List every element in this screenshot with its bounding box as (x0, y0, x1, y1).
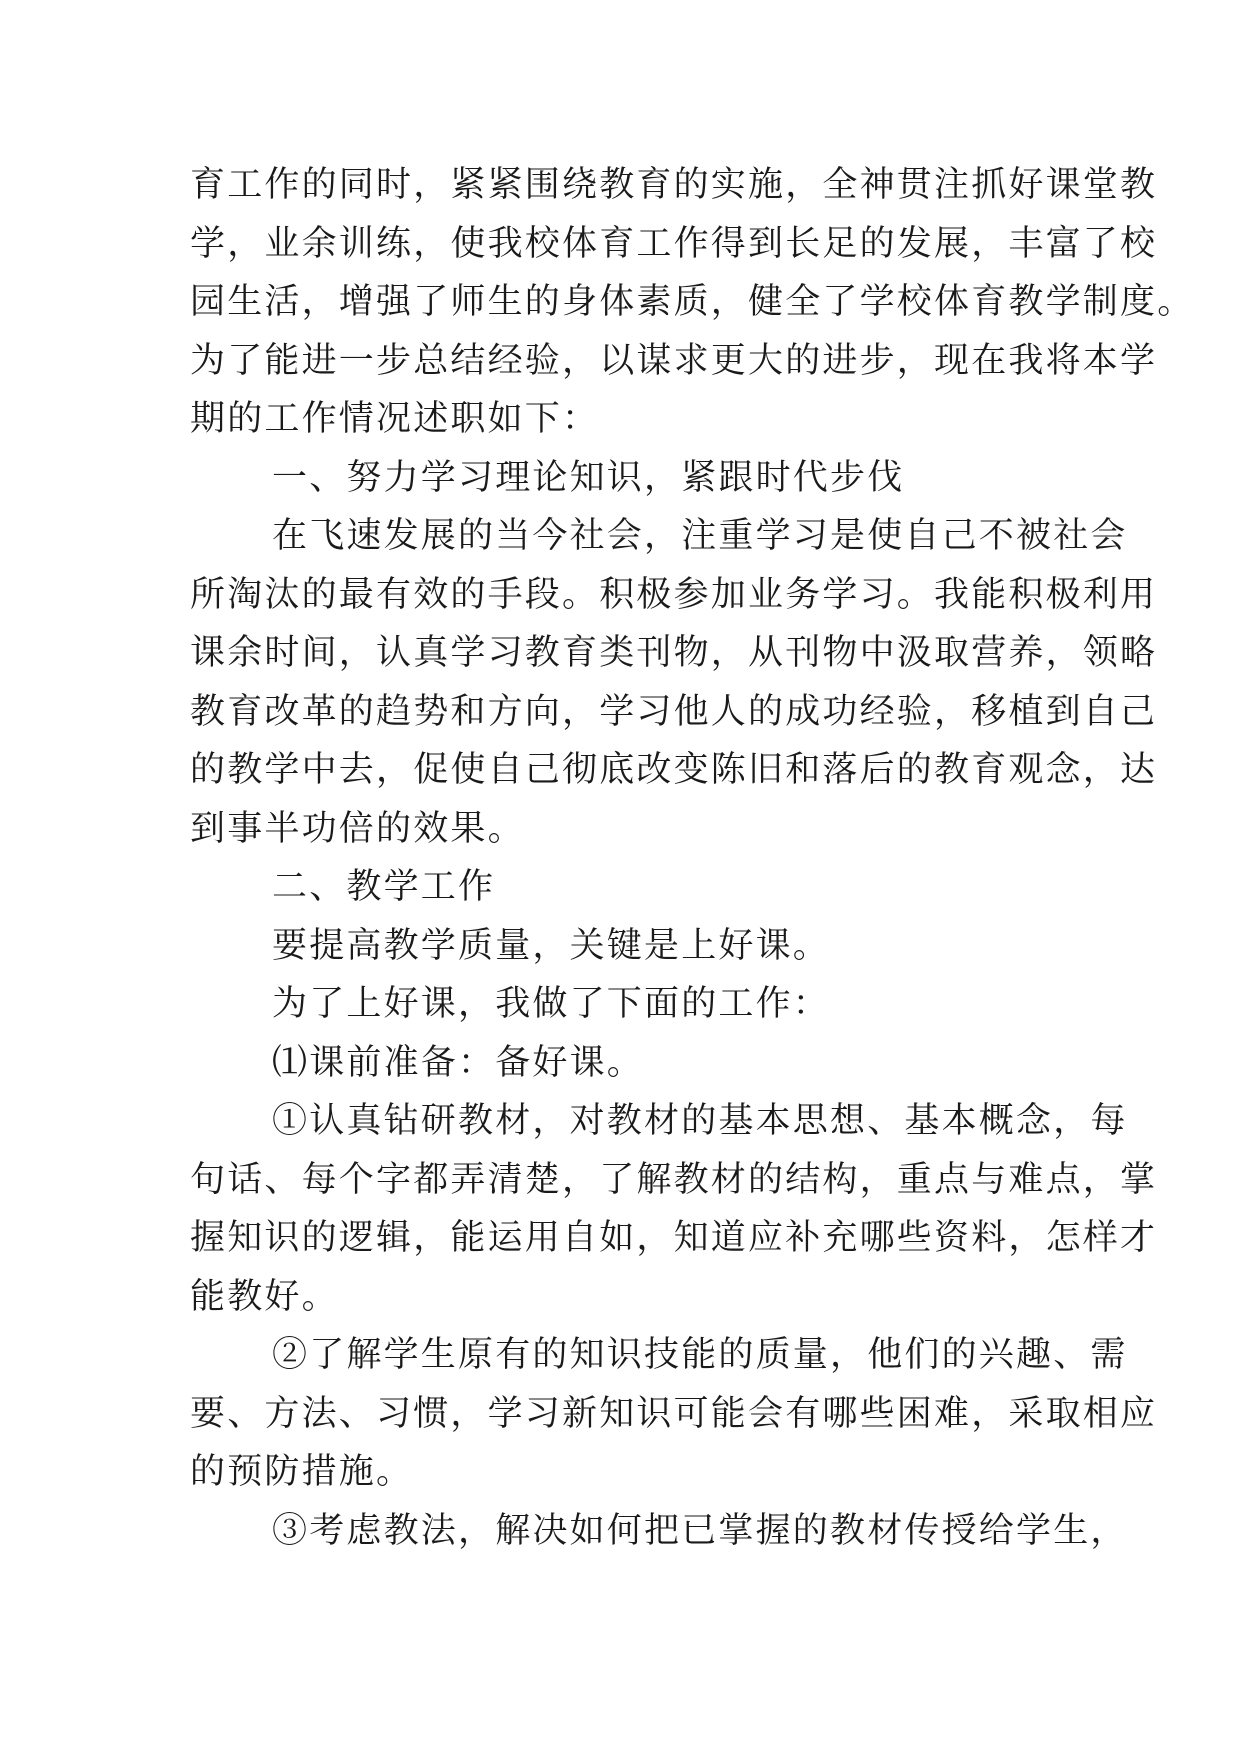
list-item-heading: ⑴课前准备：备好课。 (272, 1042, 645, 1083)
list-item: ①认真钻研教材，对教材的基本思想、基本概念，每 (272, 1101, 1128, 1141)
text-line: 学，业余训练，使我校体育工作得到长足的发展，丰富了校 (190, 223, 1158, 264)
text-line: 课余时间，认真学习教育类刊物，从刊物中汲取营养，领略 (190, 633, 1158, 673)
text-line: 能教好。 (190, 1276, 339, 1317)
list-item: ③考虑教法，解决如何把已掌握的教材传授给学生， (272, 1510, 1128, 1551)
text-line: 教育改革的趋势和方向，学习他人的成功经验，移植到自己 (190, 691, 1158, 732)
text-line: 在飞速发展的当今社会，注重学习是使自己不被社会 (272, 516, 1128, 556)
text-line: 握知识的逻辑，能运用自如，知道应补充哪些资料，怎样才 (190, 1218, 1158, 1258)
text-line: 要、方法、习惯，学习新知识可能会有哪些困难，采取相应 (190, 1393, 1158, 1434)
text-line: 所淘汰的最有效的手段。积极参加业务学习。我能积极利用 (190, 574, 1158, 615)
text-line: 的预防措施。 (190, 1452, 414, 1492)
text-line: 为了能进一步总结经验，以谋求更大的进步，现在我将本学 (190, 340, 1158, 381)
document-body (190, 156, 1195, 1560)
text-line: 为了上好课，我做了下面的工作： (272, 984, 831, 1024)
text-line: 育工作的同时，紧紧围绕教育的实施，全神贯注抓好课堂教 (190, 165, 1158, 205)
section-heading-2: 二、教学工作 (272, 867, 496, 907)
text-line: 园生活，增强了师生的身体素质，健全了学校体育教学制度。 (190, 282, 1195, 322)
text-line: 期的工作情况述职如下： (190, 399, 600, 439)
text-line: 到事半功倍的效果。 (190, 808, 525, 849)
section-heading-1: 一、努力学习理论知识，紧跟时代步伐 (272, 457, 905, 498)
text-line: 要提高教学质量，关键是上好课。 (272, 925, 831, 966)
text-line: 句话、每个字都弄清楚，了解教材的结构，重点与难点，掌 (190, 1159, 1158, 1200)
text-line: 的教学中去，促使自己彻底改变陈旧和落后的教育观念，达 (190, 750, 1158, 790)
list-item: ②了解学生原有的知识技能的质量，他们的兴趣、需 (272, 1335, 1128, 1375)
